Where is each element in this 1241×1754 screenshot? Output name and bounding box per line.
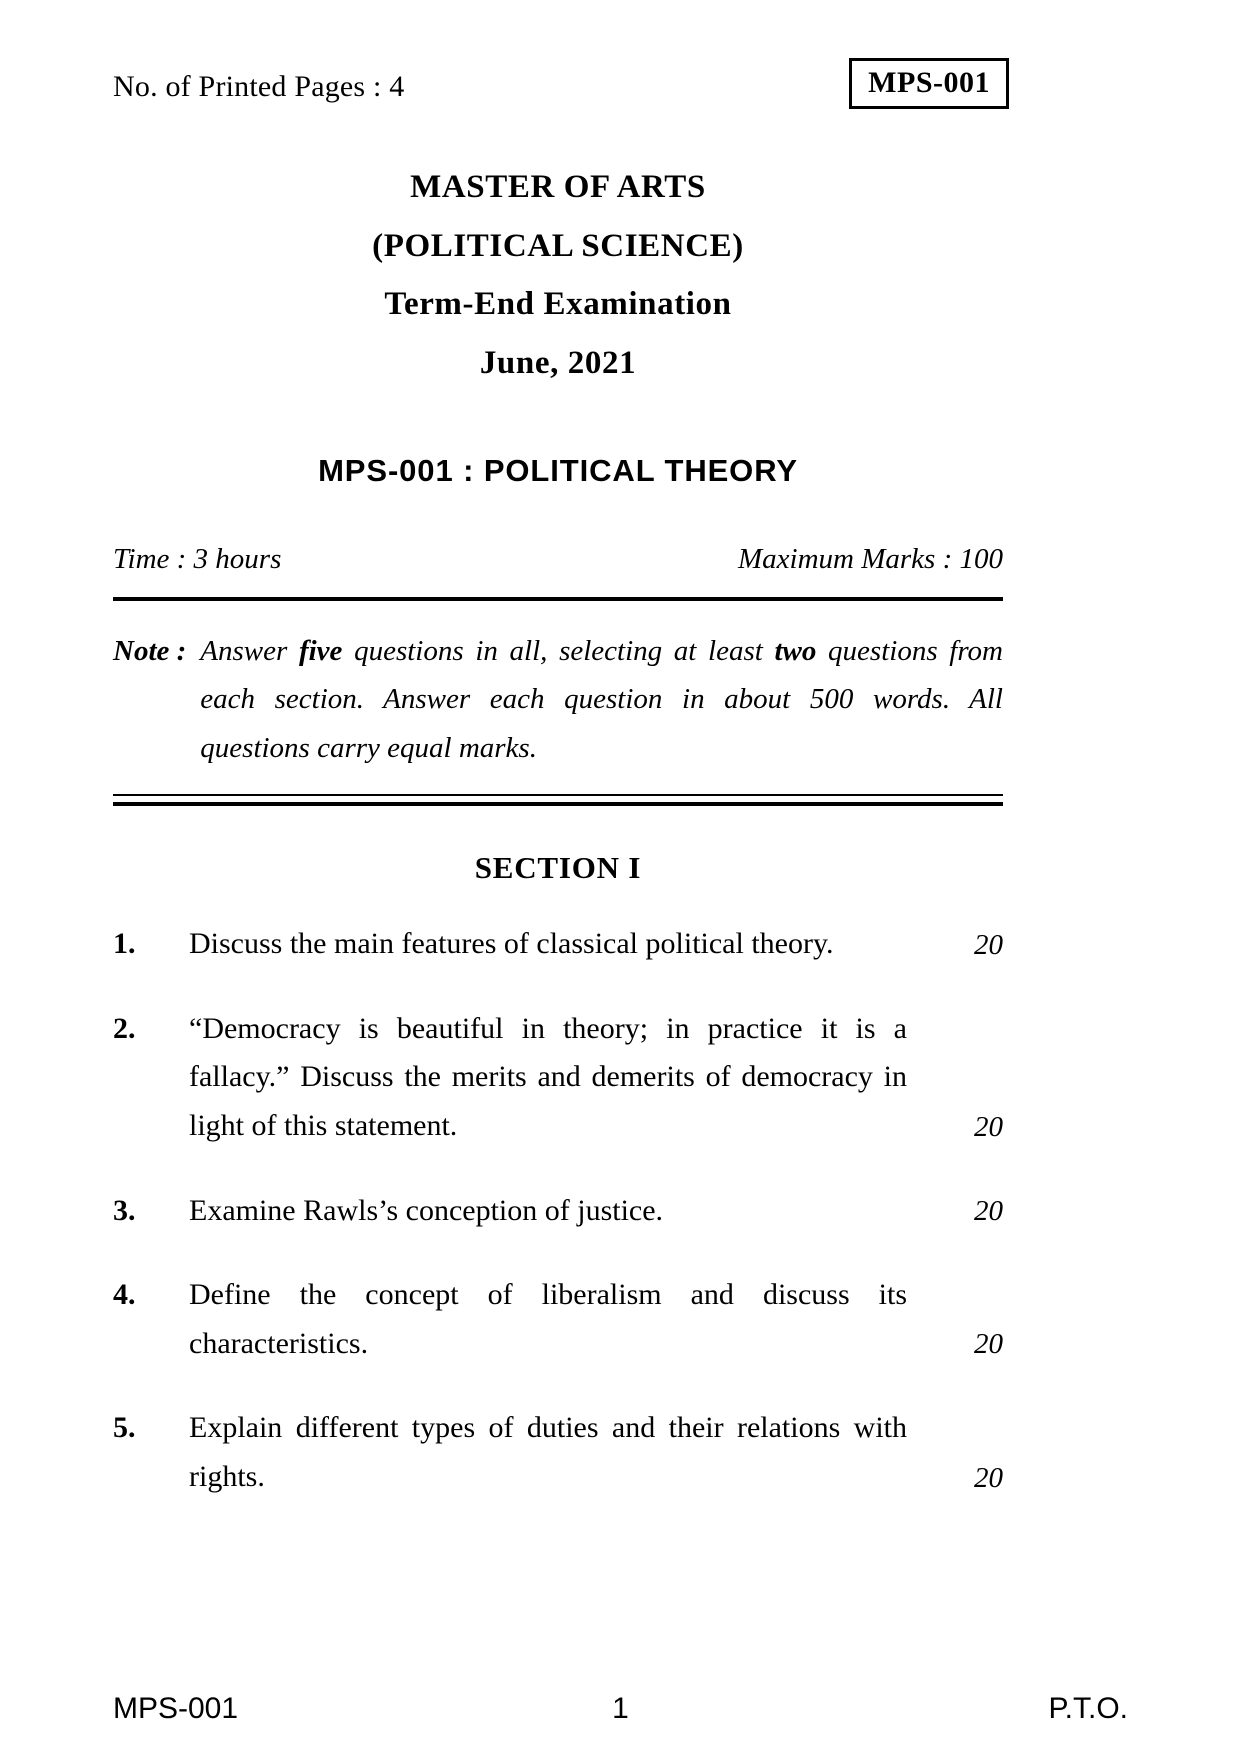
examination-session-line: June, 2021 bbox=[479, 345, 637, 382]
time-allowed: Time : 3 hours bbox=[113, 542, 282, 575]
section-heading: SECTION I bbox=[474, 850, 642, 886]
note-text bbox=[200, 627, 1003, 772]
examination-type-line: Term-End Examination bbox=[384, 286, 732, 323]
question-body bbox=[189, 1187, 1003, 1236]
printed-pages-label: No. of Printed Pages : 4 bbox=[113, 70, 405, 103]
question-marks: 20 bbox=[974, 1110, 1003, 1143]
note-text-part2: questions in all, selecting at least bbox=[342, 634, 775, 667]
exam-title-block bbox=[113, 158, 1003, 393]
note-label: Note : bbox=[113, 634, 187, 667]
question-marks: 20 bbox=[974, 1461, 1003, 1494]
exam-meta-row bbox=[113, 543, 1003, 576]
question-text: “Democracy is beautiful in theory; in practice it is a fallacy.” Discuss the merits and demerits of democracy in light of this statement. bbox=[189, 1011, 907, 1142]
question-text: Discuss the main features of classical political theory. bbox=[189, 927, 834, 961]
maximum-marks: Maximum Marks : 100 bbox=[738, 542, 1003, 575]
footer-pto-label: P.T.O. bbox=[1048, 1692, 1128, 1725]
question-body bbox=[189, 1005, 1003, 1151]
question-item bbox=[113, 1005, 1003, 1151]
page-header bbox=[113, 58, 1003, 122]
question-text: Explain different types of duties and their relations with rights. bbox=[189, 1411, 907, 1493]
instructions-note bbox=[113, 627, 1003, 772]
question-text: Define the concept of liberalism and discuss its characteristics. bbox=[189, 1278, 907, 1360]
page-footer bbox=[113, 1692, 1128, 1726]
question-list bbox=[113, 920, 1003, 1501]
question-marks: 20 bbox=[974, 1195, 1003, 1228]
note-emphasis-five: five bbox=[298, 634, 343, 667]
subject-title: MPS-001 : POLITICAL THEORY bbox=[318, 452, 798, 488]
question-number: 2. bbox=[113, 1011, 136, 1045]
meta-divider-rule bbox=[113, 597, 1003, 601]
question-text: Examine Rawls’s conception of justice. bbox=[189, 1193, 664, 1227]
question-number: 1. bbox=[113, 927, 136, 961]
question-body bbox=[189, 1404, 1003, 1501]
question-marks: 20 bbox=[974, 1328, 1003, 1361]
footer-page-number: 1 bbox=[612, 1692, 629, 1725]
note-text-part1: Answer bbox=[200, 634, 299, 667]
question-body bbox=[189, 1271, 1003, 1368]
question-item bbox=[113, 1271, 1003, 1368]
question-number: 3. bbox=[113, 1193, 136, 1227]
note-emphasis-two: two bbox=[774, 634, 817, 667]
question-item bbox=[113, 920, 1003, 969]
note-divider-double-rule bbox=[113, 794, 1003, 806]
question-body bbox=[189, 920, 1003, 969]
question-marks: 20 bbox=[974, 928, 1003, 961]
question-item bbox=[113, 1404, 1003, 1501]
footer-course-code: MPS-001 bbox=[113, 1692, 239, 1725]
programme-title-line1: MASTER OF ARTS bbox=[410, 169, 706, 205]
note-text-part3: questions from each section. Answer each question in about 500 words. All questions carry equal marks. bbox=[200, 634, 1003, 764]
course-code-box: MPS-001 bbox=[849, 58, 1009, 109]
question-number: 4. bbox=[113, 1278, 136, 1312]
page-content bbox=[113, 58, 1003, 1538]
programme-title-line2: (POLITICAL SCIENCE) bbox=[372, 227, 744, 264]
question-item bbox=[113, 1187, 1003, 1236]
question-number: 5. bbox=[113, 1411, 136, 1445]
